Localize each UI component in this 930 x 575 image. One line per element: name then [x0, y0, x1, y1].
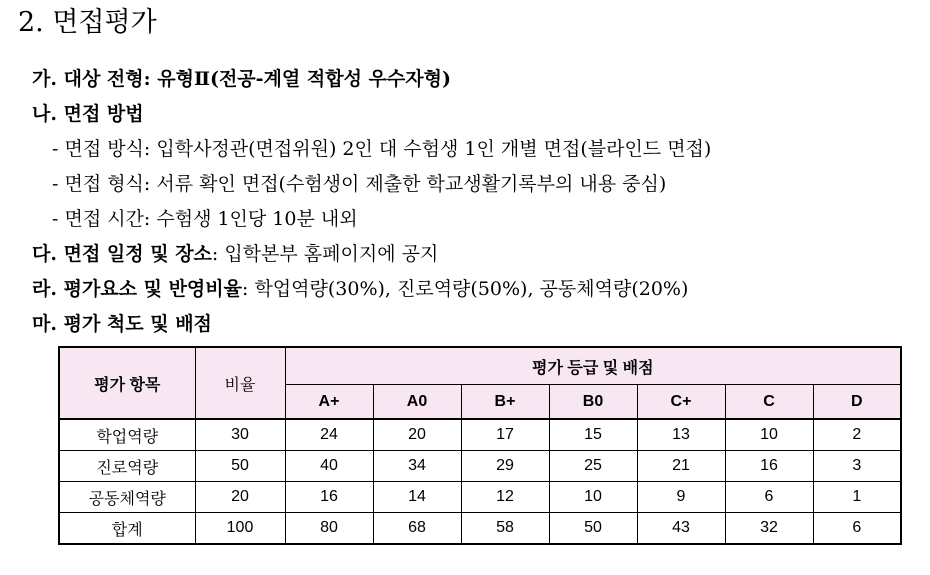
interview-format-item: - 면접 형식: 서류 확인 면접(수험생이 제출한 학교생활기록부의 내용 중심) [52, 173, 667, 195]
interview-method-item: - 면접 방식: 입학사정관(면접위원) 2인 대 수험생 1인 개별 면접(블라인드 면접) [52, 138, 712, 160]
score-cell: 14 [373, 482, 461, 513]
grade-header: B0 [549, 385, 637, 420]
page-title: 2. 면접평가 [18, 7, 157, 38]
grade-header: C+ [637, 385, 725, 420]
section-da-label: 다. 면접 일정 및 장소 [32, 243, 212, 265]
score-cell: 9 [637, 482, 725, 513]
row-ratio: 20 [195, 482, 285, 513]
row-item: 공동체역량 [59, 482, 195, 513]
header-evaluation-item: 평가 항목 [59, 347, 195, 419]
score-cell: 16 [725, 451, 813, 482]
row-ratio: 100 [195, 513, 285, 545]
row-item: 진로역량 [59, 451, 195, 482]
score-cell: 21 [637, 451, 725, 482]
table-row [59, 419, 901, 451]
score-cell: 58 [461, 513, 549, 545]
score-cell: 43 [637, 513, 725, 545]
section-ga-target: 가. 대상 전형: 유형Ⅱ(전공-계열 적합성 우수자형) [32, 68, 451, 90]
score-cell: 10 [549, 482, 637, 513]
grade-header: C [725, 385, 813, 420]
score-cell: 6 [813, 513, 901, 545]
score-cell: 13 [637, 419, 725, 451]
score-cell: 2 [813, 419, 901, 451]
section-da-value: : 입학본부 홈페이지에 공지 [211, 243, 439, 265]
score-cell: 1 [813, 482, 901, 513]
row-item: 학업역량 [59, 419, 195, 451]
score-cell: 20 [373, 419, 461, 451]
score-cell: 16 [285, 482, 373, 513]
score-cell: 17 [461, 419, 549, 451]
score-cell: 12 [461, 482, 549, 513]
score-cell: 15 [549, 419, 637, 451]
score-cell: 34 [373, 451, 461, 482]
table-row [59, 451, 901, 482]
score-cell: 40 [285, 451, 373, 482]
section-ra-label: 라. 평가요소 및 반영비율 [32, 278, 242, 300]
score-cell: 68 [373, 513, 461, 545]
section-ma-heading: 마. 평가 척도 및 배점 [32, 313, 212, 335]
score-cell: 10 [725, 419, 813, 451]
score-cell: 6 [725, 482, 813, 513]
section-da-schedule [32, 241, 438, 267]
score-cell: 50 [549, 513, 637, 545]
grade-header: A+ [285, 385, 373, 420]
section-ra-ratio [32, 276, 688, 302]
row-ratio: 50 [195, 451, 285, 482]
grade-header: A0 [373, 385, 461, 420]
score-cell: 25 [549, 451, 637, 482]
row-ratio: 30 [195, 419, 285, 451]
section-ra-value: : 학업역량(30%), 진로역량(50%), 공동체역량(20%) [242, 278, 689, 300]
table-row-total [59, 513, 901, 545]
section-na-heading: 나. 면접 방법 [32, 103, 144, 125]
interview-time-item: - 면접 시간: 수험생 1인당 10분 내외 [52, 208, 358, 230]
score-cell: 32 [725, 513, 813, 545]
grade-header: D [813, 385, 901, 420]
header-grades: 평가 등급 및 배점 [285, 347, 901, 385]
score-cell: 3 [813, 451, 901, 482]
table-row [59, 482, 901, 513]
score-cell: 24 [285, 419, 373, 451]
score-cell: 29 [461, 451, 549, 482]
row-item: 합계 [59, 513, 195, 545]
grade-header: B+ [461, 385, 549, 420]
score-table [58, 346, 902, 545]
score-cell: 80 [285, 513, 373, 545]
header-ratio: 비율 [195, 347, 285, 419]
